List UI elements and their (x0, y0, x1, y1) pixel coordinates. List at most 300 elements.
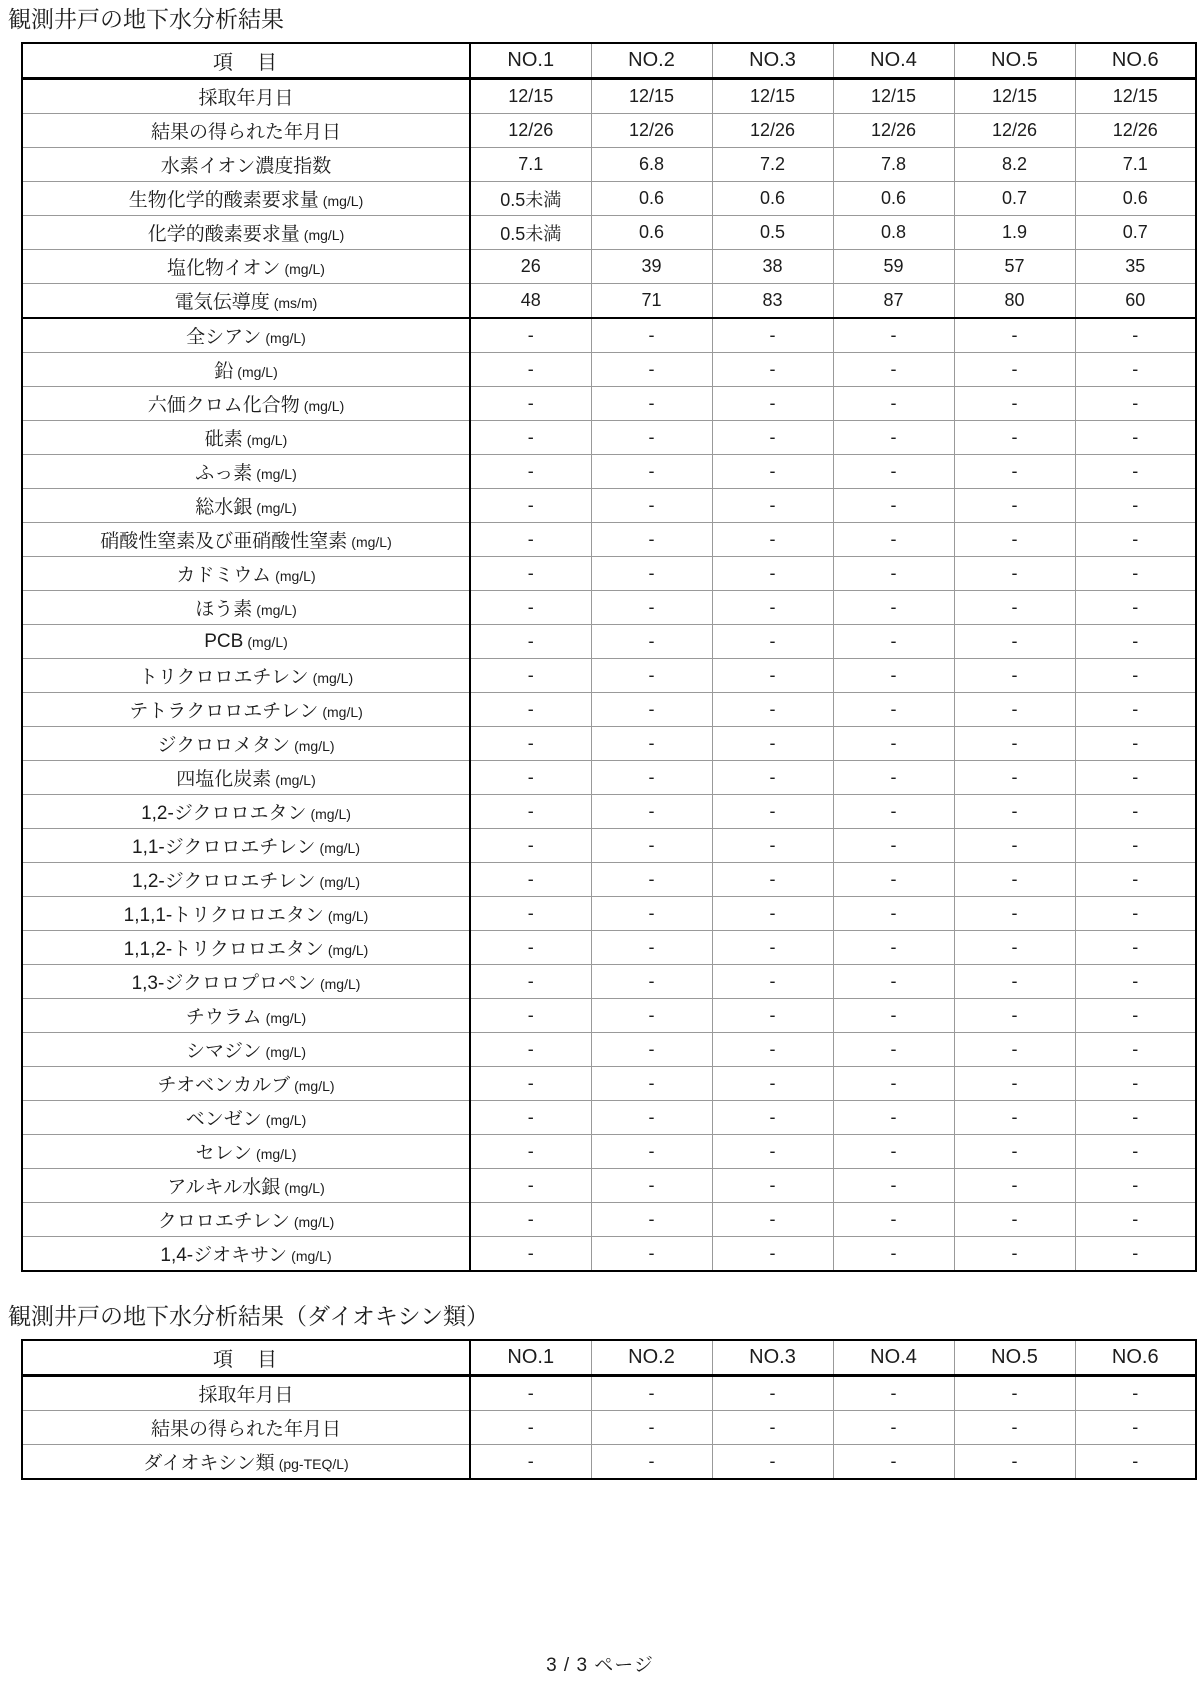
row-label-cell (22, 999, 470, 1033)
value-cell: - (954, 1033, 1075, 1067)
well-column-header: NO.2 (591, 1340, 712, 1376)
value-cell: - (591, 999, 712, 1033)
value-cell: - (954, 387, 1075, 421)
row-unit: (mg/L) (303, 398, 345, 414)
value-cell: 12/26 (712, 114, 833, 148)
value-cell: - (470, 931, 591, 965)
row-label-cell (22, 114, 470, 148)
value-cell: - (591, 387, 712, 421)
value-cell: 7.1 (470, 148, 591, 182)
value-cell: - (470, 1101, 591, 1135)
row-label-cell (22, 1237, 470, 1272)
row-unit: (mg/L) (327, 942, 369, 958)
value-cell: - (833, 353, 954, 387)
row-label: 結果の得られた年月日 (150, 1419, 341, 1440)
value-cell: 0.7 (1075, 216, 1196, 250)
value-cell: - (470, 727, 591, 761)
table-row (22, 1067, 1196, 1101)
row-label: 六価クロム化合物 (147, 395, 300, 416)
row-label-cell (22, 965, 470, 999)
value-cell: 0.5未満 (470, 182, 591, 216)
value-cell: - (591, 353, 712, 387)
value-cell: - (1075, 897, 1196, 931)
well-column-header: NO.3 (712, 43, 833, 79)
row-label-cell (22, 1445, 470, 1480)
value-cell: - (712, 693, 833, 727)
value-cell: - (954, 727, 1075, 761)
value-cell: 0.6 (591, 216, 712, 250)
value-cell: - (591, 591, 712, 625)
row-label: 1,2-ジクロロエタン (141, 803, 307, 824)
value-cell: 57 (954, 250, 1075, 284)
row-unit: (mg/L) (265, 1010, 307, 1026)
row-label: 生物化学的酸素要求量 (128, 190, 319, 211)
value-cell: - (470, 591, 591, 625)
value-cell: - (1075, 931, 1196, 965)
row-unit: (mg/L) (275, 568, 316, 584)
value-cell: 12/26 (833, 114, 954, 148)
value-cell: - (1075, 591, 1196, 625)
value-cell: 26 (470, 250, 591, 284)
row-label-cell (22, 693, 470, 727)
value-cell: - (954, 591, 1075, 625)
value-cell: - (954, 353, 1075, 387)
row-unit: (mg/L) (322, 704, 363, 720)
row-label-cell (22, 1203, 470, 1237)
value-cell: - (954, 931, 1075, 965)
row-label: 1,2-ジクロロエチレン (132, 871, 316, 892)
value-cell: - (591, 455, 712, 489)
value-cell: - (591, 829, 712, 863)
row-label-cell (22, 1135, 470, 1169)
row-label-cell (22, 863, 470, 897)
value-cell: - (1075, 795, 1196, 829)
table-row (22, 999, 1196, 1033)
table-row (22, 284, 1196, 319)
value-cell: 0.6 (591, 182, 712, 216)
value-cell: - (712, 1169, 833, 1203)
value-cell: - (591, 863, 712, 897)
value-cell: 6.8 (591, 148, 712, 182)
table-row (22, 1135, 1196, 1169)
row-label: 総水銀 (195, 497, 253, 518)
row-label-cell (22, 148, 470, 182)
value-cell: - (591, 1033, 712, 1067)
table-row (22, 250, 1196, 284)
value-cell: - (470, 625, 591, 659)
page-number: 3 / 3 ページ (546, 1655, 654, 1676)
row-unit: (mg/L) (256, 602, 297, 618)
table-row (22, 659, 1196, 693)
value-cell: - (833, 489, 954, 523)
row-label-cell (22, 455, 470, 489)
value-cell: - (833, 727, 954, 761)
value-cell: - (591, 659, 712, 693)
value-cell: 12/26 (470, 114, 591, 148)
table-row (22, 931, 1196, 965)
value-cell: 12/15 (833, 79, 954, 114)
table2-header-row (22, 1340, 1196, 1376)
value-cell: - (712, 591, 833, 625)
value-cell: - (470, 387, 591, 421)
value-cell: - (954, 761, 1075, 795)
value-cell: - (1075, 489, 1196, 523)
row-label: 1,1-ジクロロエチレン (132, 837, 316, 858)
table-row (22, 148, 1196, 182)
value-cell: - (591, 1101, 712, 1135)
row-label: ダイオキシン類 (143, 1453, 275, 1474)
table-row (22, 965, 1196, 999)
table-row (22, 114, 1196, 148)
groundwater-analysis-table (21, 42, 1197, 1272)
value-cell: - (712, 1411, 833, 1445)
table-row (22, 1445, 1196, 1480)
row-label-cell (22, 829, 470, 863)
value-cell: - (470, 1033, 591, 1067)
row-label-cell (22, 1101, 470, 1135)
value-cell: - (954, 829, 1075, 863)
value-cell: - (712, 318, 833, 353)
value-cell: 0.6 (712, 182, 833, 216)
row-unit: (mg/L) (275, 772, 316, 788)
value-cell: - (833, 1376, 954, 1411)
value-cell: - (470, 455, 591, 489)
value-cell: - (833, 897, 954, 931)
value-cell: - (954, 693, 1075, 727)
row-unit: (mg/L) (237, 364, 278, 380)
value-cell: - (712, 421, 833, 455)
row-label: 電気伝導度 (174, 292, 270, 313)
table-row (22, 829, 1196, 863)
table-row (22, 591, 1196, 625)
row-label-cell (22, 318, 470, 353)
item-column-header: 項 目 (22, 43, 470, 79)
table-row (22, 387, 1196, 421)
value-cell: - (833, 1411, 954, 1445)
row-label: 化学的酸素要求量 (147, 224, 300, 245)
value-cell: 12/26 (591, 114, 712, 148)
row-label-cell (22, 931, 470, 965)
row-unit: (mg/L) (291, 1248, 332, 1264)
value-cell: - (833, 1135, 954, 1169)
row-label: セレン (195, 1143, 253, 1164)
value-cell: - (1075, 999, 1196, 1033)
value-cell: - (591, 1067, 712, 1101)
value-cell: - (712, 1033, 833, 1067)
row-label-cell (22, 761, 470, 795)
row-unit: (mg/L) (351, 534, 392, 550)
value-cell: - (712, 557, 833, 591)
table-row (22, 761, 1196, 795)
row-label: 水素イオン濃度指数 (160, 156, 332, 177)
row-label: 四塩化炭素 (176, 769, 272, 790)
value-cell: 7.2 (712, 148, 833, 182)
value-cell: - (833, 1067, 954, 1101)
row-unit: (mg/L) (256, 466, 297, 482)
value-cell: - (591, 1237, 712, 1272)
value-cell: - (833, 931, 954, 965)
value-cell: - (470, 897, 591, 931)
value-cell: - (833, 693, 954, 727)
value-cell: 0.6 (833, 182, 954, 216)
row-unit: (mg/L) (322, 193, 364, 209)
value-cell: - (591, 557, 712, 591)
value-cell: - (1075, 693, 1196, 727)
table-row (22, 557, 1196, 591)
row-label: 全シアン (186, 327, 262, 348)
row-label: 1,1,2-トリクロロエタン (123, 939, 324, 960)
value-cell: - (470, 1067, 591, 1101)
value-cell: 12/15 (1075, 79, 1196, 114)
value-cell: 59 (833, 250, 954, 284)
value-cell: - (1075, 557, 1196, 591)
table-row (22, 863, 1196, 897)
value-cell: - (470, 421, 591, 455)
row-label: PCB (204, 630, 244, 652)
value-cell: - (954, 1067, 1075, 1101)
value-cell: - (954, 1411, 1075, 1445)
table-row (22, 727, 1196, 761)
value-cell: 7.1 (1075, 148, 1196, 182)
value-cell: - (712, 1237, 833, 1272)
well-column-header: NO.6 (1075, 43, 1196, 79)
row-label: 砒素 (204, 429, 243, 450)
value-cell: 12/26 (1075, 114, 1196, 148)
value-cell: - (1075, 965, 1196, 999)
table-row (22, 421, 1196, 455)
value-cell: 0.5 (712, 216, 833, 250)
value-cell: - (712, 387, 833, 421)
value-cell: - (470, 1237, 591, 1272)
value-cell: - (470, 965, 591, 999)
table-row (22, 1169, 1196, 1203)
row-label: ベンゼン (185, 1109, 262, 1130)
value-cell: - (1075, 1376, 1196, 1411)
row-label-cell (22, 659, 470, 693)
value-cell: - (954, 897, 1075, 931)
row-label: ふっ素 (195, 463, 253, 484)
value-cell: - (712, 829, 833, 863)
value-cell: - (591, 761, 712, 795)
dioxin-analysis-table (21, 1339, 1197, 1480)
value-cell: - (1075, 1411, 1196, 1445)
row-label-cell (22, 1411, 470, 1445)
row-unit: (mg/L) (256, 500, 297, 516)
value-cell: - (470, 659, 591, 693)
value-cell: - (591, 727, 712, 761)
well-column-header: NO.3 (712, 1340, 833, 1376)
value-cell: - (1075, 318, 1196, 353)
value-cell: - (712, 455, 833, 489)
value-cell: - (833, 1445, 954, 1480)
value-cell: 12/15 (712, 79, 833, 114)
value-cell: 35 (1075, 250, 1196, 284)
row-label-cell (22, 387, 470, 421)
value-cell: - (1075, 1237, 1196, 1272)
value-cell: - (1075, 829, 1196, 863)
value-cell: - (833, 761, 954, 795)
value-cell: - (591, 931, 712, 965)
row-unit: (mg/L) (294, 738, 335, 754)
value-cell: - (954, 557, 1075, 591)
row-label: トリクロロエチレン (138, 667, 309, 688)
well-column-header: NO.5 (954, 1340, 1075, 1376)
value-cell: - (833, 659, 954, 693)
value-cell: - (954, 1101, 1075, 1135)
value-cell: - (833, 965, 954, 999)
value-cell: - (470, 999, 591, 1033)
value-cell: - (833, 557, 954, 591)
value-cell: - (470, 1411, 591, 1445)
row-label: アルキル水銀 (167, 1177, 281, 1198)
well-column-header: NO.4 (833, 1340, 954, 1376)
row-unit: (mg/L) (319, 874, 360, 890)
row-label-cell (22, 591, 470, 625)
value-cell: - (833, 1237, 954, 1272)
value-cell: - (1075, 625, 1196, 659)
table1-title: 観測井戸の地下水分析結果 (8, 6, 284, 32)
value-cell: - (1075, 1203, 1196, 1237)
value-cell: - (712, 965, 833, 999)
row-label: ジクロロメタン (157, 735, 291, 756)
item-column-header: 項 目 (22, 1340, 470, 1376)
row-label: カドミウム (176, 565, 272, 586)
row-label: 1,4-ジオキサン (160, 1245, 288, 1266)
row-unit: (mg/L) (293, 1214, 335, 1230)
well-column-header: NO.1 (470, 43, 591, 79)
table-row (22, 795, 1196, 829)
row-unit: (mg/L) (265, 1044, 306, 1060)
row-label: シマジン (186, 1041, 262, 1062)
table-row (22, 1376, 1196, 1411)
value-cell: - (1075, 1169, 1196, 1203)
value-cell: - (833, 999, 954, 1033)
table-row (22, 79, 1196, 114)
table-row (22, 693, 1196, 727)
table-row (22, 1411, 1196, 1445)
value-cell: - (591, 523, 712, 557)
value-cell: - (591, 1445, 712, 1480)
value-cell: - (712, 1067, 833, 1101)
value-cell: - (1075, 421, 1196, 455)
value-cell: 12/15 (470, 79, 591, 114)
value-cell: - (470, 523, 591, 557)
value-cell: - (954, 795, 1075, 829)
value-cell: - (833, 421, 954, 455)
row-label-cell (22, 1169, 470, 1203)
row-unit: (mg/L) (256, 1146, 297, 1162)
row-unit: (mg/L) (319, 976, 361, 992)
value-cell: - (1075, 353, 1196, 387)
row-label: 採取年月日 (198, 88, 294, 109)
well-column-header: NO.1 (470, 1340, 591, 1376)
value-cell: - (833, 625, 954, 659)
value-cell: - (712, 353, 833, 387)
value-cell: - (1075, 387, 1196, 421)
value-cell: - (954, 1237, 1075, 1272)
row-label: 硝酸性窒素及び亜硝酸性窒素 (100, 531, 348, 552)
value-cell: - (470, 829, 591, 863)
row-label: 1,1,1-トリクロロエタン (123, 905, 324, 926)
value-cell: - (954, 1169, 1075, 1203)
value-cell: - (954, 318, 1075, 353)
value-cell: - (1075, 659, 1196, 693)
value-cell: - (470, 863, 591, 897)
row-unit: (pg-TEQ/L) (278, 1456, 349, 1472)
row-label-cell (22, 523, 470, 557)
table-row (22, 625, 1196, 659)
row-label-cell (22, 353, 470, 387)
row-label-cell (22, 79, 470, 114)
value-cell: - (1075, 1101, 1196, 1135)
row-label: 採取年月日 (198, 1385, 294, 1406)
row-label-cell (22, 795, 470, 829)
value-cell: - (470, 557, 591, 591)
value-cell: - (1075, 863, 1196, 897)
value-cell: - (1075, 1033, 1196, 1067)
row-unit: (mg/L) (284, 1180, 325, 1196)
table-row (22, 897, 1196, 931)
value-cell: - (954, 965, 1075, 999)
value-cell: - (591, 965, 712, 999)
value-cell: 12/15 (591, 79, 712, 114)
value-cell: - (470, 1376, 591, 1411)
row-label-cell (22, 727, 470, 761)
value-cell: - (591, 1376, 712, 1411)
row-label: 1,3-ジクロロプロペン (131, 973, 316, 994)
value-cell: - (1075, 1445, 1196, 1480)
row-unit: (mg/L) (327, 908, 369, 924)
value-cell: - (591, 693, 712, 727)
value-cell: - (833, 523, 954, 557)
value-cell: - (591, 421, 712, 455)
row-label-cell (22, 897, 470, 931)
value-cell: - (1075, 727, 1196, 761)
row-label: 鉛 (214, 361, 234, 382)
value-cell: - (1075, 1067, 1196, 1101)
row-unit: (mg/L) (247, 633, 288, 650)
value-cell: - (470, 353, 591, 387)
value-cell: - (954, 625, 1075, 659)
row-label-cell (22, 250, 470, 284)
value-cell: 0.6 (1075, 182, 1196, 216)
table-row (22, 1237, 1196, 1272)
row-label-cell (22, 182, 470, 216)
table1-header-row (22, 43, 1196, 79)
value-cell: - (833, 455, 954, 489)
row-unit: (mg/L) (312, 670, 354, 686)
value-cell: - (1075, 455, 1196, 489)
row-label: クロロエチレン (157, 1211, 290, 1232)
value-cell: 0.8 (833, 216, 954, 250)
value-cell: - (954, 999, 1075, 1033)
table-row (22, 1101, 1196, 1135)
value-cell: 60 (1075, 284, 1196, 319)
row-label-cell (22, 1067, 470, 1101)
row-unit: (mg/L) (246, 432, 288, 448)
table-row (22, 1203, 1196, 1237)
value-cell: 0.5未満 (470, 216, 591, 250)
value-cell: - (712, 523, 833, 557)
value-cell: - (591, 1411, 712, 1445)
row-unit: (mg/L) (294, 1078, 335, 1094)
row-label-cell (22, 1033, 470, 1067)
value-cell: - (470, 489, 591, 523)
value-cell: 87 (833, 284, 954, 319)
value-cell: - (470, 1203, 591, 1237)
row-unit: (mg/L) (265, 1112, 307, 1128)
value-cell: - (833, 829, 954, 863)
